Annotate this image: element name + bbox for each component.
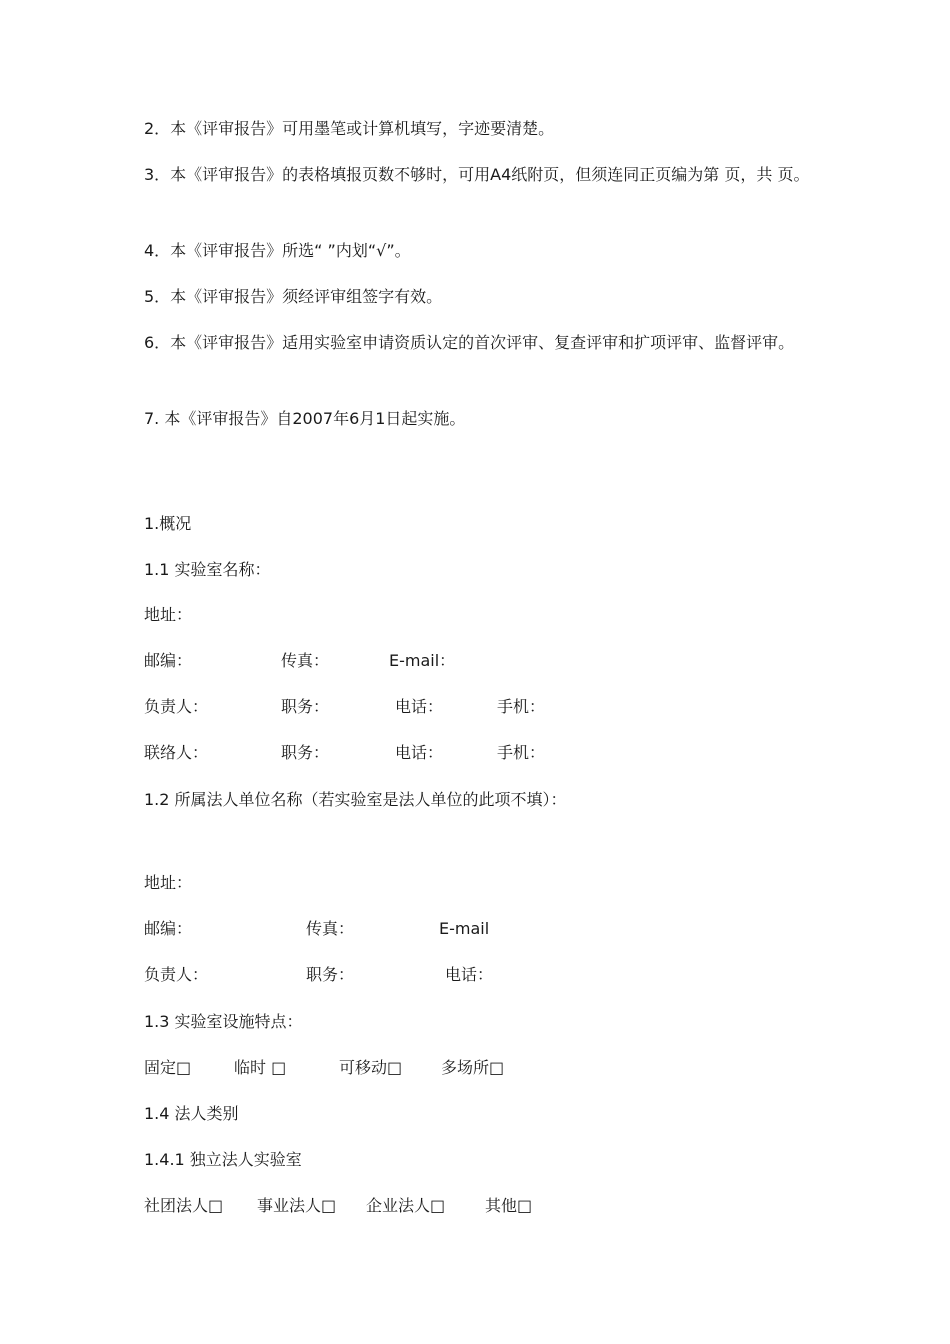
instruction-5: 5．本《评审报告》须经评审组签字有效。 [144,287,443,306]
instruction-7: 7. 本《评审报告》自2007年6月1日起实施。 [144,409,466,428]
instruction-3: 3．本《评审报告》的表格填报页数不够时，可用A4纸附页，但须连同正页编为第 页，共 页。 [144,165,810,184]
facility-option-mobile[interactable]: 可移动□ [339,1058,403,1077]
lab-contact-phone-label: 电话： [395,743,444,762]
lab-address-label: 地址： [144,605,193,624]
legal-type-option-other[interactable]: 其他□ [485,1196,533,1215]
legal-entity-position-label: 职务： [306,965,355,984]
legal-type-option-enterprise[interactable]: 企业法人□ [366,1196,446,1215]
section-1-heading: 1.概况 [144,514,192,533]
facility-option-fixed[interactable]: 固定□ [144,1058,192,1077]
facility-features-label: 1.3 实验室设施特点： [144,1012,303,1031]
lab-email-label: E-mail： [389,651,456,670]
lab-head-mobile-label: 手机： [497,697,546,716]
lab-head-label: 负责人： [144,697,209,716]
instruction-2: 2．本《评审报告》可用墨笔或计算机填写，字迹要清楚。 [144,119,555,138]
lab-head-position-label: 职务： [281,697,330,716]
facility-option-multi-site[interactable]: 多场所□ [441,1058,505,1077]
lab-contact-label: 联络人： [144,743,209,762]
legal-type-option-social[interactable]: 社团法人□ [144,1196,224,1215]
lab-fax-label: 传真： [281,651,330,670]
legal-type-heading: 1.4 法人类别 [144,1104,239,1123]
legal-entity-phone-label: 电话： [445,965,494,984]
instruction-6: 6．本《评审报告》适用实验室申请资质认定的首次评审、复查评审和扩项评审、监督评审。 [144,333,795,352]
lab-name-label: 1.1 实验室名称： [144,560,271,579]
lab-contact-mobile-label: 手机： [497,743,546,762]
legal-type-option-public-institution[interactable]: 事业法人□ [257,1196,337,1215]
lab-head-phone-label: 电话： [395,697,444,716]
facility-option-temporary[interactable]: 临时 □ [234,1058,287,1077]
legal-entity-postcode-label: 邮编： [144,919,193,938]
legal-entity-email-label: E-mail [439,919,490,938]
legal-entity-fax-label: 传真： [306,919,355,938]
legal-entity-address-label: 地址： [144,873,193,892]
legal-entity-name-label: 1.2 所属法人单位名称（若实验室是法人单位的此项不填）： [144,790,567,809]
independent-lab-heading: 1.4.1 独立法人实验室 [144,1150,302,1169]
instruction-4: 4．本《评审报告》所选“ ”内划“√”。 [144,241,411,260]
lab-contact-position-label: 职务： [281,743,330,762]
lab-postcode-label: 邮编： [144,651,193,670]
legal-entity-head-label: 负责人： [144,965,209,984]
